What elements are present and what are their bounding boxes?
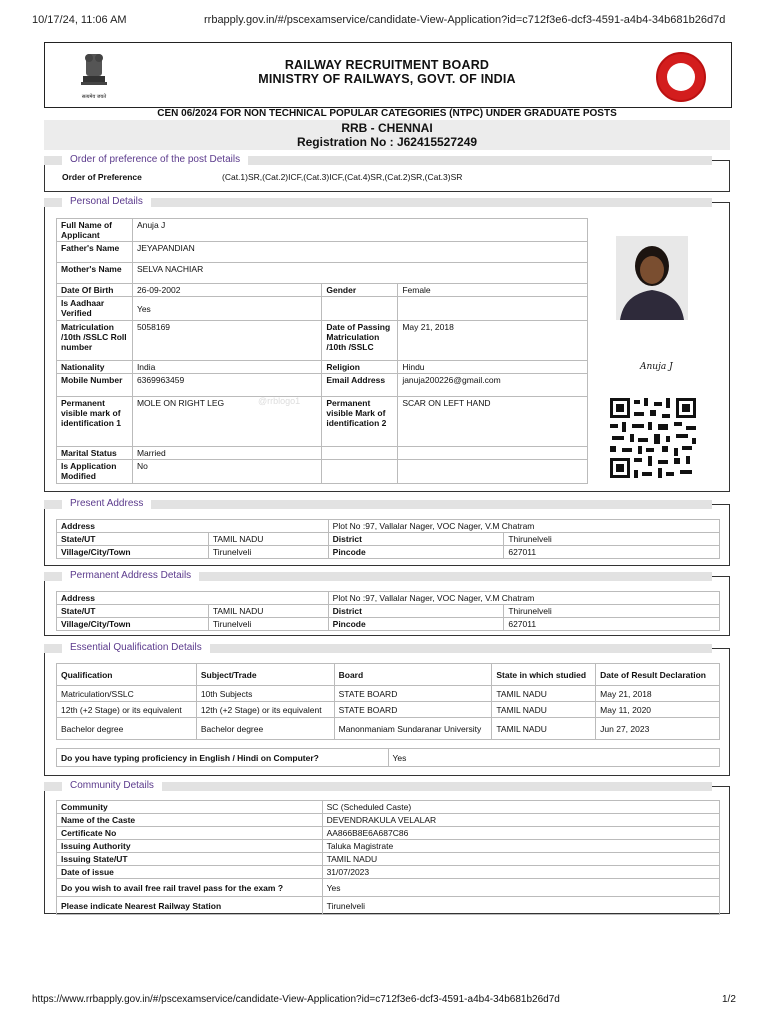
preference-section-title: Order of preference of the post Details <box>62 154 248 165</box>
caste-label: Name of the Caste <box>57 814 323 827</box>
applicant-photo <box>616 236 688 320</box>
present-state-value: TAMIL NADU <box>208 533 328 546</box>
qual-cell: Manonmaniam Sundaranar University <box>334 718 492 740</box>
certificate-label: Certificate No <box>57 827 323 840</box>
mother-value: SELVA NACHIAR <box>132 263 587 284</box>
certificate-value: AA866B8E6A687C86 <box>322 827 719 840</box>
present-pincode-value: 627011 <box>504 546 720 559</box>
print-datetime: 10/17/24, 11:06 AM <box>32 14 127 26</box>
modified-value: No <box>132 460 321 484</box>
qual-header-board: Board <box>334 664 492 686</box>
gender-label: Gender <box>322 284 398 297</box>
present-district-value: Thirunelveli <box>504 533 720 546</box>
passing-value: May 21, 2018 <box>398 321 588 361</box>
father-value: JEYAPANDIAN <box>132 242 587 263</box>
watermark: @rrblogo1 <box>258 396 301 406</box>
roll-label: Matriculation /10th /SSLC Roll number <box>57 321 133 361</box>
mark2-label: Permanent visible Mark of identification 2 <box>322 397 398 447</box>
table-row <box>57 702 720 718</box>
community-label: Community <box>57 801 323 814</box>
qual-cell: TAMIL NADU <box>492 686 596 702</box>
preference-value: (Cat.1)SR,(Cat.2)ICF,(Cat.3)ICF,(Cat.4)SR,(Cat.2)SR,(Cat.3)SR <box>222 172 463 182</box>
qual-cell: TAMIL NADU <box>492 718 596 740</box>
present-address-table <box>56 519 720 559</box>
qual-cell: STATE BOARD <box>334 686 492 702</box>
mark1-label: Permanent visible mark of identification 1 <box>57 397 133 447</box>
qual-cell: Jun 27, 2023 <box>596 718 720 740</box>
permanent-address-label: Address <box>57 592 329 605</box>
community-value: SC (Scheduled Caste) <box>322 801 719 814</box>
station-label: Please indicate Nearest Railway Station <box>57 897 323 915</box>
issuing-state-value: TAMIL NADU <box>322 853 719 866</box>
issue-date-label: Date of issue <box>57 866 323 879</box>
present-village-label: Village/City/Town <box>57 546 209 559</box>
nationality-value: India <box>132 361 321 374</box>
banner-subtitle: MINISTRY OF RAILWAYS, GOVT. OF INDIA <box>258 72 516 86</box>
qualification-title: Essential Qualification Details <box>62 642 210 653</box>
permanent-pincode-value: 627011 <box>504 618 720 631</box>
permanent-district-value: Thirunelveli <box>504 605 720 618</box>
qual-cell: 10th Subjects <box>196 686 334 702</box>
authority-value: Taluka Magistrate <box>322 840 719 853</box>
mobile-value: 6369963459 <box>132 374 321 397</box>
aadhaar-value: Yes <box>132 297 321 321</box>
permanent-village-value: Tirunelveli <box>208 618 328 631</box>
table-row <box>57 718 720 740</box>
permanent-address-title: Permanent Address Details <box>62 570 199 581</box>
authority-label: Issuing Authority <box>57 840 323 853</box>
religion-value: Hindu <box>398 361 588 374</box>
present-district-label: District <box>328 533 504 546</box>
typing-label: Do you have typing proficiency in English / Hindi on Computer? <box>57 749 389 767</box>
aadhaar-label: Is Aadhaar Verified <box>57 297 133 321</box>
qual-cell: TAMIL NADU <box>492 702 596 718</box>
present-village-value: Tirunelveli <box>208 546 328 559</box>
qual-cell: Matriculation/SSLC <box>57 686 197 702</box>
present-address-title: Present Address <box>62 498 151 509</box>
rrb-name: RRB - CHENNAI <box>341 121 433 135</box>
mobile-label: Mobile Number <box>57 374 133 397</box>
permanent-state-value: TAMIL NADU <box>208 605 328 618</box>
religion-label: Religion <box>322 361 398 374</box>
email-value: januja200226@gmail.com <box>398 374 588 397</box>
qual-header-qualification: Qualification <box>57 664 197 686</box>
qual-header-state: State in which studied <box>492 664 596 686</box>
typing-table <box>56 748 720 767</box>
present-pincode-label: Pincode <box>328 546 504 559</box>
exam-title: CEN 06/2024 FOR NON TECHNICAL POPULAR CATEGORIES (NTPC) UNDER GRADUATE POSTS <box>157 108 617 119</box>
rail-pass-label: Do you wish to avail free rail travel pass for the exam ? <box>57 879 323 897</box>
permanent-state-label: State/UT <box>57 605 209 618</box>
qualification-table <box>56 663 720 740</box>
table-row <box>57 686 720 702</box>
qual-cell: STATE BOARD <box>334 702 492 718</box>
mother-label: Mother's Name <box>57 263 133 284</box>
community-title: Community Details <box>62 780 162 791</box>
qual-cell: Bachelor degree <box>57 718 197 740</box>
qual-cell: May 11, 2020 <box>596 702 720 718</box>
rail-pass-value: Yes <box>322 879 719 897</box>
banner-title: RAILWAY RECRUITMENT BOARD <box>284 58 490 72</box>
permanent-address-value: Plot No :97, Vallalar Nager, VOC Nager, V.M Chatram <box>328 592 719 605</box>
present-address-label: Address <box>57 520 329 533</box>
gender-value: Female <box>398 284 588 297</box>
registration-number: Registration No : J62415527249 <box>296 135 478 149</box>
email-label: Email Address <box>322 374 398 397</box>
print-url: rrbapply.gov.in/#/pscexamservice/candidate-View-Application?id=c712f3e6-dcf3-4591-a4b4-34b681b26d7d <box>204 14 726 26</box>
qr-code-icon <box>608 396 698 480</box>
roll-value: 5058169 <box>132 321 321 361</box>
footer-url: https://www.rrbapply.gov.in/#/pscexamservice/candidate-View-Application?id=c712f3e6-dcf3-4591-a4b4-34b681b26d7d <box>32 994 560 1005</box>
caste-value: DEVENDRAKULA VELALAR <box>322 814 719 827</box>
page-number: 1/2 <box>722 994 736 1005</box>
mark1-value: MOLE ON RIGHT LEG <box>132 397 321 447</box>
dob-value: 26-09-2002 <box>132 284 321 297</box>
passing-label: Date of Passing Matriculation /10th /SSLC <box>322 321 398 361</box>
personal-section-title: Personal Details <box>62 196 151 207</box>
nationality-label: Nationality <box>57 361 133 374</box>
mark2-value: SCAR ON LEFT HAND <box>398 397 588 447</box>
station-value: Tirunelveli <box>322 897 719 915</box>
qual-cell: May 21, 2018 <box>596 686 720 702</box>
issue-date-value: 31/07/2023 <box>322 866 719 879</box>
community-table <box>56 800 720 915</box>
signature: Anuja J <box>640 362 673 372</box>
permanent-district-label: District <box>328 605 504 618</box>
qual-cell: Bachelor degree <box>196 718 334 740</box>
issuing-state-label: Issuing State/UT <box>57 853 323 866</box>
permanent-pincode-label: Pincode <box>328 618 504 631</box>
typing-value: Yes <box>388 749 719 767</box>
permanent-address-table <box>56 591 720 631</box>
qual-header-subject: Subject/Trade <box>196 664 334 686</box>
emblem-caption: सत्यमेव जयते <box>81 94 107 100</box>
preference-label: Order of Preference <box>62 172 142 182</box>
personal-table <box>56 218 588 484</box>
full-name-label: Full Name of Applicant <box>57 219 133 242</box>
full-name-value: Anuja J <box>132 219 587 242</box>
qual-cell: 12th (+2 Stage) or its equivalent <box>57 702 197 718</box>
permanent-village-label: Village/City/Town <box>57 618 209 631</box>
qual-cell: 12th (+2 Stage) or its equivalent <box>196 702 334 718</box>
dob-label: Date Of Birth <box>57 284 133 297</box>
marital-value: Married <box>132 447 321 460</box>
modified-label: Is Application Modified <box>57 460 133 484</box>
present-address-value: Plot No :97, Vallalar Nager, VOC Nager, V.M Chatram <box>328 520 719 533</box>
present-state-label: State/UT <box>57 533 209 546</box>
qual-header-date: Date of Result Declaration <box>596 664 720 686</box>
father-label: Father's Name <box>57 242 133 263</box>
marital-label: Marital Status <box>57 447 133 460</box>
